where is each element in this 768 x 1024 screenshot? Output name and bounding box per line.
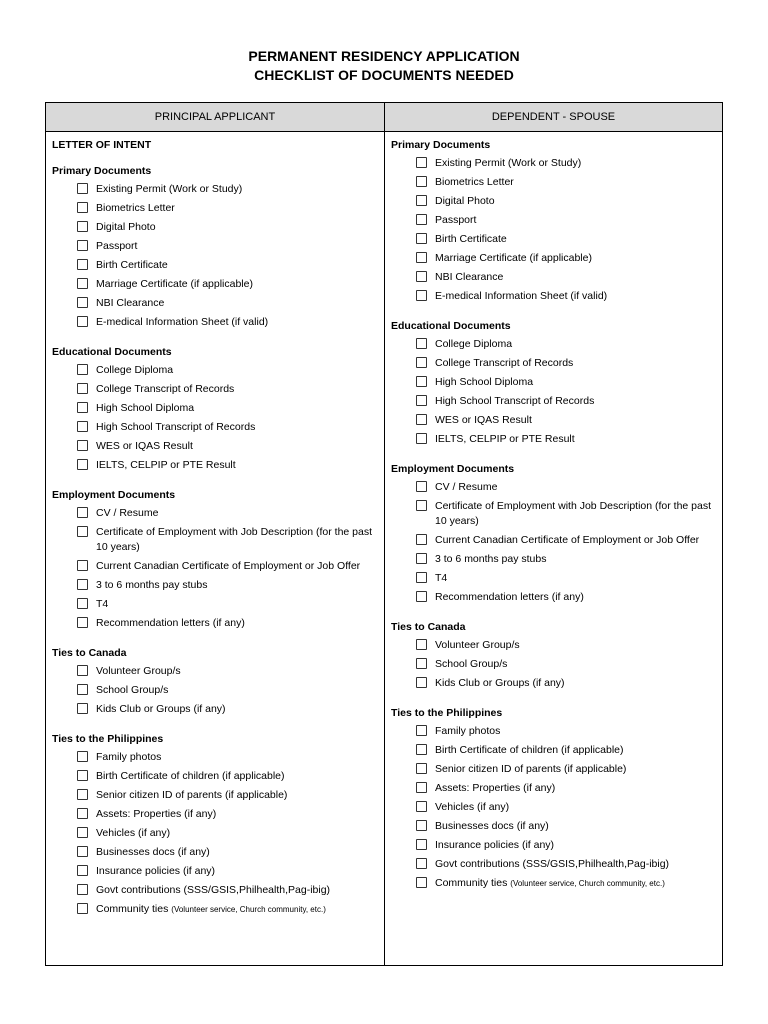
checklist-item[interactable]: [77, 786, 377, 805]
checklist-item[interactable]: [77, 614, 377, 633]
checklist-item[interactable]: [77, 824, 377, 843]
checkbox[interactable]: [77, 240, 88, 251]
checklist-item[interactable]: [416, 154, 716, 173]
checklist-item-label: E-medical Information Sheet (if valid): [96, 316, 269, 328]
checklist-item[interactable]: [77, 900, 377, 919]
checkbox[interactable]: [77, 316, 88, 327]
dependent-spouse-column: [391, 139, 716, 893]
checkbox[interactable]: [77, 884, 88, 895]
checkbox[interactable]: [77, 617, 88, 628]
checklist-item-label: College Diploma: [96, 364, 174, 376]
checklist-item[interactable]: [416, 249, 716, 268]
community-ties-note: (Volunteer service, Church community, etc.): [510, 879, 665, 888]
checklist-item[interactable]: [416, 779, 716, 798]
checklist-table: [45, 102, 723, 966]
checklist-item-text: [435, 638, 520, 653]
checkbox[interactable]: [77, 579, 88, 590]
checkbox[interactable]: [416, 839, 427, 850]
checklist-item-text: [96, 664, 181, 679]
header-dependent-spouse: DEPENDENT - SPOUSE: [491, 111, 616, 123]
checkbox[interactable]: [416, 395, 427, 406]
checklist-item-label: Passport: [96, 240, 138, 252]
checklist-item[interactable]: [77, 662, 377, 681]
checklist-item[interactable]: [77, 456, 377, 475]
checklist-item-text: [435, 270, 503, 285]
checklist-item-label: Existing Permit (Work or Study): [96, 183, 243, 195]
section-title: Employment Documents: [391, 463, 515, 475]
checklist-item[interactable]: [77, 294, 377, 313]
checklist-item[interactable]: [77, 748, 377, 767]
checkbox[interactable]: [77, 183, 88, 194]
checklist-item-text: [435, 590, 584, 605]
checklist-item-text: [96, 277, 253, 292]
checklist-item-label: Insurance policies (if any): [435, 839, 555, 851]
community-ties-note: (Volunteer service, Church community, etc.): [171, 905, 326, 914]
checklist-item-label: Businesses docs (if any): [96, 846, 210, 858]
checklist-item-text: [96, 296, 164, 311]
checkbox[interactable]: [77, 202, 88, 213]
checklist-item-text: [96, 826, 170, 841]
checkbox[interactable]: [77, 297, 88, 308]
checklist-item-text: [435, 337, 512, 352]
checklist-item[interactable]: [416, 874, 716, 893]
checkbox[interactable]: [77, 827, 88, 838]
checkbox[interactable]: [416, 782, 427, 793]
checklist-item-label: Kids Club or Groups (if any): [435, 677, 565, 689]
checkbox[interactable]: [416, 290, 427, 301]
checklist-item-text: [435, 499, 716, 529]
section-title: Ties to the Philippines: [52, 733, 164, 745]
checklist-item-text: [96, 788, 287, 803]
checklist-item-text: [435, 876, 665, 891]
checklist-item[interactable]: [77, 275, 377, 294]
checklist-item-label: Kids Club or Groups (if any): [96, 703, 226, 715]
checkbox[interactable]: [416, 214, 427, 225]
checklist-item[interactable]: [77, 418, 377, 437]
checklist-item-label: College Diploma: [435, 338, 513, 350]
checklist-item-text: [435, 819, 549, 834]
checklist-item[interactable]: [77, 862, 377, 881]
checklist-item-text: [96, 506, 158, 521]
checklist-item[interactable]: [77, 504, 377, 523]
checklist-item-text: [96, 578, 207, 593]
checklist-item-text: [96, 401, 194, 416]
checklist-item-label: Assets: Properties (if any): [435, 782, 556, 794]
checklist-item-text: [96, 845, 210, 860]
checklist-item-text: [435, 194, 495, 209]
checklist-item-label: Birth Certificate: [435, 233, 507, 245]
checkbox[interactable]: [77, 865, 88, 876]
checklist-item-text: [96, 616, 245, 631]
header-principal-applicant: PRINCIPAL APPLICANT: [154, 111, 276, 123]
checklist-item-text: [435, 800, 509, 815]
checklist-item-label: Govt contributions (SSS/GSIS,Philhealth,Pag-ibig): [96, 884, 331, 896]
checklist-item[interactable]: [416, 674, 716, 693]
checkbox[interactable]: [77, 221, 88, 232]
checklist-item-text: [96, 769, 285, 784]
checklist-item[interactable]: [416, 173, 716, 192]
checkbox[interactable]: [77, 789, 88, 800]
checkbox[interactable]: [77, 259, 88, 270]
checklist-item-label: WES or IQAS Result: [96, 440, 193, 452]
checkbox[interactable]: [77, 598, 88, 609]
checklist-item[interactable]: [416, 392, 716, 411]
checklist-item-label: Businesses docs (if any): [435, 820, 549, 832]
checkbox[interactable]: [416, 357, 427, 368]
checklist-item-text: [435, 657, 507, 672]
checklist-item-label: Biometrics Letter: [96, 202, 175, 214]
checkbox[interactable]: [416, 553, 427, 564]
checklist-item[interactable]: [416, 798, 716, 817]
checklist-item[interactable]: [77, 805, 377, 824]
checkbox[interactable]: [416, 433, 427, 444]
checkbox[interactable]: [77, 770, 88, 781]
checklist-item-label: High School Diploma: [435, 376, 534, 388]
checklist-item[interactable]: [416, 636, 716, 655]
section-title: Educational Documents: [52, 346, 172, 358]
principal-applicant-column: [52, 139, 377, 919]
checklist-item-text: [435, 394, 594, 409]
checklist-item-label: Senior citizen ID of parents (if applicable): [435, 763, 627, 775]
checklist-item-text: [96, 258, 168, 273]
checklist-item[interactable]: [77, 767, 377, 786]
checklist-item[interactable]: [416, 497, 716, 531]
checklist-item-text: [96, 559, 360, 574]
checklist-item-text: [435, 781, 555, 796]
checklist-item[interactable]: [416, 760, 716, 779]
checklist-item-label: CV / Resume: [96, 507, 159, 519]
title-line-2: CHECKLIST OF DOCUMENTS NEEDED: [254, 67, 514, 83]
checklist-item-text: [435, 413, 532, 428]
checklist-item-label: Family photos: [435, 725, 501, 737]
checklist-item[interactable]: [77, 199, 377, 218]
checkbox[interactable]: [77, 560, 88, 571]
checkbox[interactable]: [416, 820, 427, 831]
checkbox[interactable]: [77, 703, 88, 714]
checklist-item-text: [435, 838, 554, 853]
checkbox[interactable]: [416, 744, 427, 755]
checklist-item[interactable]: [77, 380, 377, 399]
checklist-item[interactable]: [77, 399, 377, 418]
checklist-item-label: High School Diploma: [96, 402, 195, 414]
checklist-item[interactable]: [77, 881, 377, 900]
checkbox[interactable]: [77, 665, 88, 676]
checklist-item-text: [96, 702, 226, 717]
checklist-item[interactable]: [416, 230, 716, 249]
checkbox[interactable]: [77, 846, 88, 857]
checklist-item-text: [435, 251, 592, 266]
checklist-item-label: Certificate of Employment with Job Description (for the past 10 years): [435, 500, 712, 527]
checkbox[interactable]: [416, 858, 427, 869]
checklist-item[interactable]: [416, 211, 716, 230]
checkbox[interactable]: [77, 440, 88, 451]
checklist-item-label: Insurance policies (if any): [96, 865, 216, 877]
checklist-item-label: Community ties: [435, 877, 508, 889]
checkbox[interactable]: [416, 195, 427, 206]
checkbox[interactable]: [77, 421, 88, 432]
checkbox[interactable]: [416, 639, 427, 650]
checkbox[interactable]: [416, 157, 427, 168]
checklist-item-text: [96, 807, 216, 822]
checklist-item-label: 3 to 6 months pay stubs: [96, 579, 208, 591]
checkbox[interactable]: [77, 808, 88, 819]
checklist-item[interactable]: [416, 287, 716, 306]
checklist-item-label: Current Canadian Certificate of Employment or Job Offer: [96, 560, 361, 572]
column-divider: [384, 103, 385, 965]
checklist-item-text: [435, 213, 476, 228]
checklist-item[interactable]: [416, 354, 716, 373]
checklist-item[interactable]: [416, 722, 716, 741]
checkbox[interactable]: [77, 684, 88, 695]
checkbox[interactable]: [416, 271, 427, 282]
checklist-item-text: [435, 289, 607, 304]
checklist-item-label: High School Transcript of Records: [96, 421, 256, 433]
section-title: Primary Documents: [391, 139, 491, 151]
checkbox[interactable]: [416, 572, 427, 583]
checkbox[interactable]: [77, 364, 88, 375]
checklist-item-text: [435, 375, 533, 390]
checklist-item-text: [435, 857, 669, 872]
checklist-item[interactable]: [77, 595, 377, 614]
checklist-item-text: [96, 750, 161, 765]
section-title: Educational Documents: [391, 320, 511, 332]
checklist-item-label: Assets: Properties (if any): [96, 808, 217, 820]
checklist-item[interactable]: [77, 237, 377, 256]
checklist-item-label: E-medical Information Sheet (if valid): [435, 290, 608, 302]
checklist-item-label: College Transcript of Records: [435, 357, 574, 369]
checklist-item-label: Community ties: [96, 903, 169, 915]
title-line-1: PERMANENT RESIDENCY APPLICATION: [248, 48, 520, 64]
checklist-item-label: IELTS, CELPIP or PTE Result: [96, 459, 236, 471]
checklist-item-label: High School Transcript of Records: [435, 395, 595, 407]
checklist-item-label: NBI Clearance: [435, 271, 504, 283]
checklist-item-label: Recommendation letters (if any): [96, 617, 245, 629]
checkbox[interactable]: [416, 252, 427, 263]
checklist-item-text: [96, 201, 175, 216]
checklist-item[interactable]: [416, 192, 716, 211]
checklist-item[interactable]: [77, 180, 377, 199]
checklist-item-label: School Group/s: [96, 684, 169, 696]
checklist-item-text: [435, 232, 507, 247]
checklist-item-label: IELTS, CELPIP or PTE Result: [435, 433, 575, 445]
checklist-item-label: Vehicles (if any): [96, 827, 171, 839]
section-title: Ties to Canada: [52, 647, 127, 659]
checklist-item-label: T4: [435, 572, 448, 584]
checklist-item-label: NBI Clearance: [96, 297, 165, 309]
checklist-item-text: [96, 182, 242, 197]
checklist-item[interactable]: [416, 335, 716, 354]
checklist-item-text: [96, 883, 330, 898]
checkbox[interactable]: [416, 658, 427, 669]
checklist-item-text: [435, 552, 546, 567]
checkbox[interactable]: [416, 481, 427, 492]
checklist-item-text: [96, 363, 173, 378]
checklist-item-label: Biometrics Letter: [435, 176, 514, 188]
checklist-item-label: Birth Certificate of children (if applicable): [96, 770, 285, 782]
checklist-item-label: Vehicles (if any): [435, 801, 510, 813]
checklist-item[interactable]: [416, 430, 716, 449]
checklist-item[interactable]: [77, 557, 377, 576]
checklist-item[interactable]: [77, 218, 377, 237]
checkbox[interactable]: [416, 500, 427, 511]
checkbox[interactable]: [77, 278, 88, 289]
checklist-item-label: School Group/s: [435, 658, 508, 670]
checklist-item-text: [435, 432, 575, 447]
checkbox[interactable]: [416, 338, 427, 349]
section-title: Ties to the Philippines: [391, 707, 503, 719]
checkbox[interactable]: [416, 414, 427, 425]
checklist-item-text: [96, 864, 215, 879]
checklist-item-label: Volunteer Group/s: [435, 639, 520, 651]
checklist-item-text: [435, 175, 514, 190]
checklist-item-text: [96, 683, 168, 698]
checklist-item-text: [435, 724, 500, 739]
checkbox[interactable]: [77, 507, 88, 518]
checklist-item-label: Passport: [435, 214, 477, 226]
checklist-item[interactable]: [416, 531, 716, 550]
checklist-item[interactable]: [77, 361, 377, 380]
checklist-item-label: Current Canadian Certificate of Employment or Job Offer: [435, 534, 700, 546]
section-title: Ties to Canada: [391, 621, 466, 633]
checklist-item-label: Existing Permit (Work or Study): [435, 157, 582, 169]
checkbox[interactable]: [416, 877, 427, 888]
checklist-item-label: Govt contributions (SSS/GSIS,Philhealth,Pag-ibig): [435, 858, 670, 870]
checklist-item[interactable]: [77, 576, 377, 595]
checkbox[interactable]: [77, 903, 88, 914]
checklist-item[interactable]: [416, 268, 716, 287]
checklist-item-label: Volunteer Group/s: [96, 665, 181, 677]
checklist-item-label: Certificate of Employment with Job Description (for the past 10 years): [96, 526, 373, 553]
checklist-item-text: [96, 239, 137, 254]
checkbox[interactable]: [416, 763, 427, 774]
checkbox[interactable]: [416, 376, 427, 387]
checklist-item-label: College Transcript of Records: [96, 383, 235, 395]
checklist-item-label: Marriage Certificate (if applicable): [435, 252, 592, 264]
checklist-item-text: [96, 420, 255, 435]
checklist-item-text: [96, 525, 377, 555]
checklist-item-text: [435, 676, 565, 691]
checkbox[interactable]: [77, 526, 88, 537]
checklist-item[interactable]: [416, 411, 716, 430]
checkbox[interactable]: [416, 725, 427, 736]
checklist-item-label: Recommendation letters (if any): [435, 591, 584, 603]
checklist-item[interactable]: [416, 855, 716, 874]
checklist-item-label: 3 to 6 months pay stubs: [435, 553, 547, 565]
checklist-item[interactable]: [77, 681, 377, 700]
checkbox[interactable]: [77, 402, 88, 413]
checklist-item-label: Senior citizen ID of parents (if applicable): [96, 789, 288, 801]
checklist-item-text: [435, 533, 699, 548]
checklist-item-label: WES or IQAS Result: [435, 414, 532, 426]
checklist-item[interactable]: [416, 741, 716, 760]
checklist-item-label: CV / Resume: [435, 481, 498, 493]
checkbox[interactable]: [416, 591, 427, 602]
checklist-item[interactable]: [416, 836, 716, 855]
checklist-item-label: Birth Certificate: [96, 259, 168, 271]
checkbox[interactable]: [416, 233, 427, 244]
checklist-item[interactable]: [77, 700, 377, 719]
checklist-item-text: [96, 220, 156, 235]
checklist-item-text: [435, 480, 497, 495]
checkbox[interactable]: [416, 534, 427, 545]
checklist-item[interactable]: [77, 437, 377, 456]
checklist-item-text: [435, 356, 573, 371]
checklist-item-text: [96, 458, 236, 473]
checklist-item-label: T4: [96, 598, 109, 610]
checklist-item-text: [96, 315, 268, 330]
checkbox[interactable]: [416, 176, 427, 187]
checklist-item-text: [435, 762, 626, 777]
checklist-item-text: [435, 156, 581, 171]
checklist-item[interactable]: [416, 588, 716, 607]
checklist-item-text: [96, 902, 326, 917]
section-title: Employment Documents: [52, 489, 176, 501]
checklist-item-text: [96, 382, 234, 397]
checkbox[interactable]: [77, 459, 88, 470]
checklist-item-label: Digital Photo: [96, 221, 156, 233]
checklist-item[interactable]: [77, 313, 377, 332]
checkbox[interactable]: [77, 383, 88, 394]
checklist-item-label: Birth Certificate of children (if applicable): [435, 744, 624, 756]
checklist-item-text: [435, 743, 624, 758]
checklist-item[interactable]: [416, 569, 716, 588]
checklist-item[interactable]: [77, 256, 377, 275]
checklist-item-text: [435, 571, 447, 586]
checklist-item-label: Family photos: [96, 751, 162, 763]
letter-of-intent: LETTER OF INTENT: [52, 139, 152, 151]
checklist-item-text: [96, 439, 193, 454]
checklist-item[interactable]: [77, 843, 377, 862]
checklist-item-label: Digital Photo: [435, 195, 495, 207]
checklist-item[interactable]: [416, 655, 716, 674]
checklist-item[interactable]: [416, 373, 716, 392]
document-title: [0, 47, 768, 85]
checkbox[interactable]: [416, 801, 427, 812]
checklist-item-label: Marriage Certificate (if applicable): [96, 278, 253, 290]
checklist-item[interactable]: [416, 817, 716, 836]
checklist-item[interactable]: [77, 523, 377, 557]
checklist-item-text: [96, 597, 108, 612]
checklist-item[interactable]: [416, 550, 716, 569]
section-title: Primary Documents: [52, 165, 152, 177]
checkbox[interactable]: [416, 677, 427, 688]
checkbox[interactable]: [77, 751, 88, 762]
checklist-item[interactable]: [416, 478, 716, 497]
